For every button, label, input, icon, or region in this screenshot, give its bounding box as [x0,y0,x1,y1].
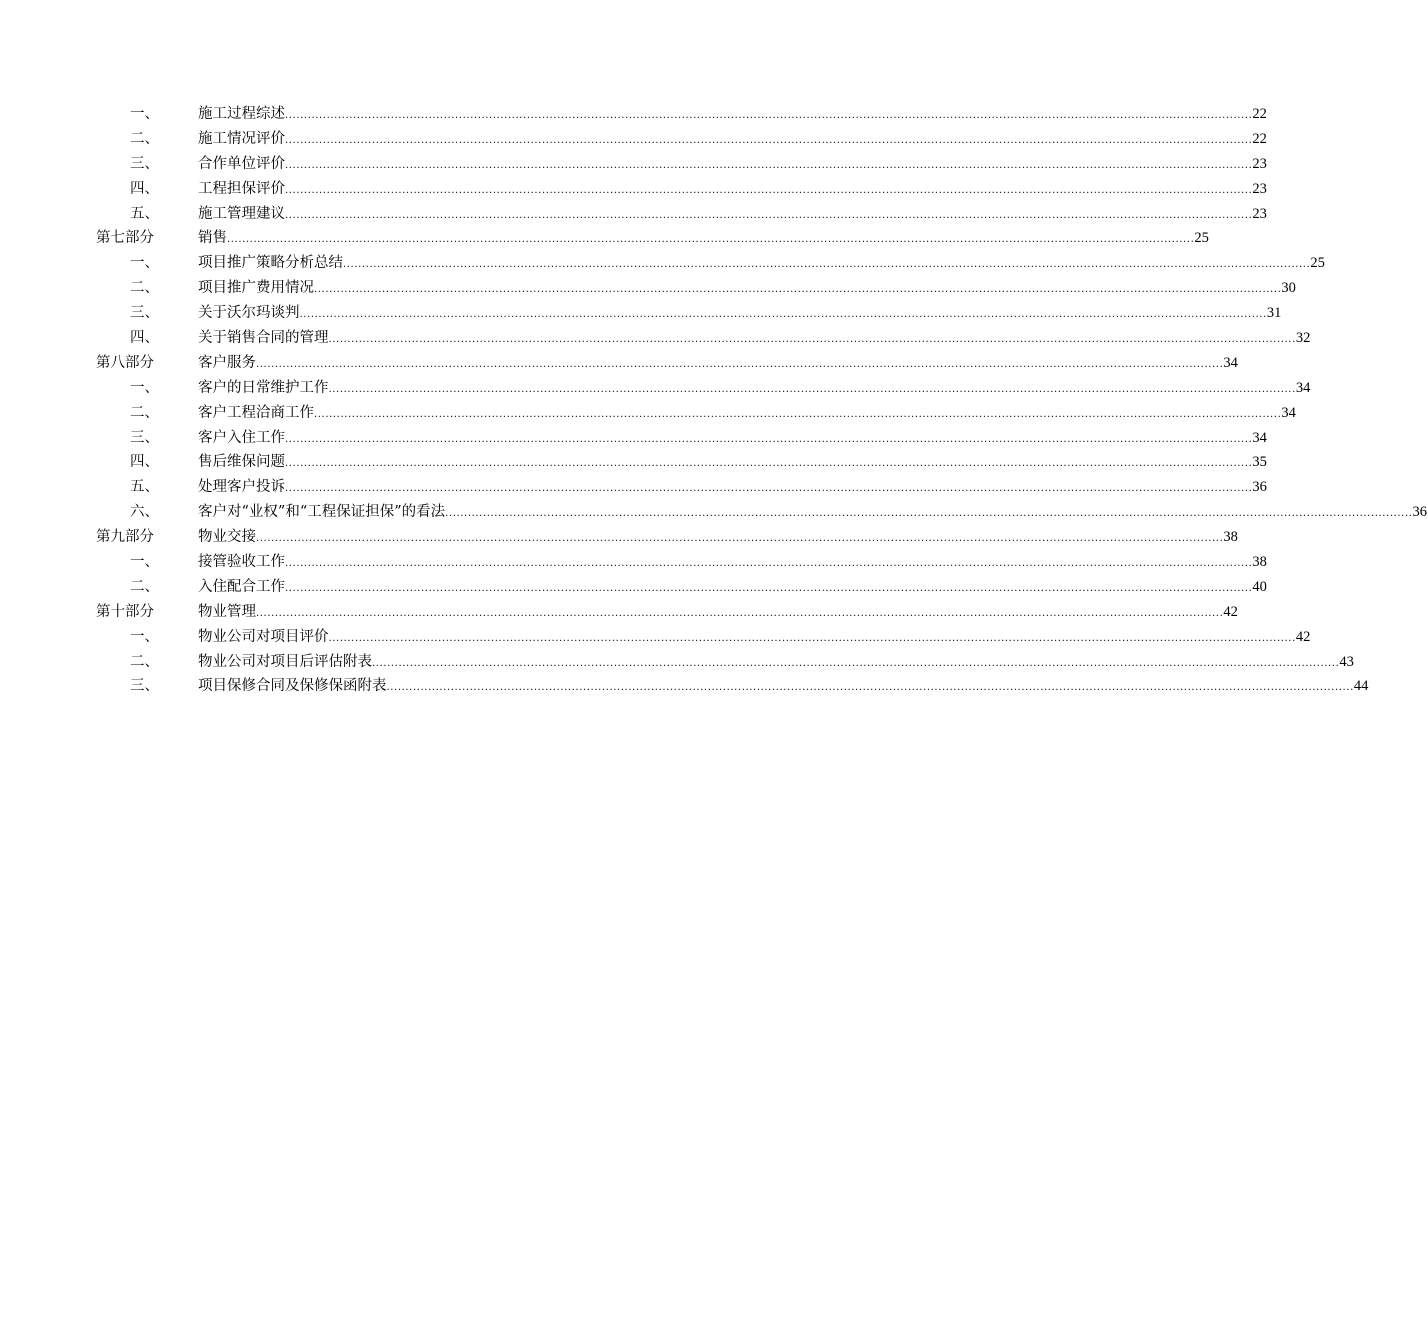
toc-dot-leader [314,285,1281,295]
toc-entry-number: 二、 [130,578,159,595]
toc-entry-page-number: 34 [1281,404,1296,421]
toc-entry-title: 售后维保问题 [198,454,285,471]
toc-subsection-entry[interactable] [96,674,1369,699]
toc-subsection-entry[interactable] [96,650,1354,675]
toc-entry-title: 关于销售合同的管理 [198,330,329,347]
toc-dot-leader [285,186,1252,196]
toc-subsection-entry[interactable] [96,251,1325,276]
toc-subsection-entry[interactable] [96,202,1267,227]
toc-entry-number: 三、 [130,678,159,695]
toc-section-entry[interactable] [96,600,1238,625]
toc-entry-title: 客户服务 [198,354,256,371]
toc-subsection-entry[interactable] [96,475,1267,500]
toc-dot-leader [256,360,1223,370]
toc-dot-leader [227,235,1194,245]
toc-subsection-entry[interactable] [96,401,1296,426]
toc-dot-leader [285,111,1252,121]
toc-entry-page-number: 40 [1252,578,1267,595]
toc-entry-page-number: 22 [1252,130,1267,147]
toc-dot-leader [445,509,1412,519]
toc-entry-title: 项目推广费用情况 [198,280,314,297]
toc-section-entry[interactable] [96,351,1238,376]
toc-entry-number: 一、 [130,255,159,272]
toc-subsection-entry[interactable] [96,276,1296,301]
toc-entry-page-number: 44 [1353,678,1369,695]
toc-entry-page-number: 36 [1252,479,1267,496]
toc-entry-title: 客户工程洽商工作 [198,404,314,421]
toc-entry-page-number: 25 [1310,255,1325,272]
toc-subsection-entry[interactable] [96,152,1267,177]
toc-entry-number: 三、 [130,305,159,322]
toc-entry-title: 施工过程综述 [198,106,285,122]
toc-entry-page-number: 35 [1252,454,1267,471]
toc-entry-title: 客户入住工作 [198,429,285,446]
toc-subsection-entry[interactable] [96,426,1267,451]
toc-entry-title: 项目推广策略分析总结 [198,255,343,272]
toc-dot-leader [285,559,1252,569]
toc-section-entry[interactable] [96,226,1209,251]
toc-entry-title: 客户对“业权”和“工程保证担保”的看法 [198,504,446,521]
toc-entry-page-number: 23 [1252,205,1267,222]
toc-entry-title: 物业管理 [198,603,256,620]
toc-dot-leader [285,459,1252,469]
toc-subsection-entry[interactable] [96,625,1311,650]
toc-subsection-entry[interactable] [96,326,1311,351]
toc-entry-number: 三、 [130,429,159,446]
toc-entry-number: 二、 [130,404,159,421]
table-of-contents [96,102,1427,699]
toc-dot-leader [314,410,1281,420]
toc-subsection-entry[interactable] [96,575,1267,600]
toc-subsection-entry[interactable] [96,127,1267,152]
toc-entry-page-number: 22 [1252,106,1267,122]
toc-dot-leader [285,435,1252,445]
toc-section-entry[interactable] [96,525,1238,550]
toc-entry-page-number: 23 [1252,155,1267,172]
toc-dot-leader [329,385,1296,395]
toc-subsection-entry[interactable] [96,102,1267,127]
toc-entry-number: 四、 [130,180,159,197]
toc-entry-title: 施工管理建议 [198,205,285,222]
toc-dot-leader [256,609,1223,619]
toc-entry-title: 处理客户投诉 [198,479,285,496]
toc-entry-number: 第九部分 [96,529,154,546]
toc-entry-number: 三、 [130,155,159,172]
toc-entry-title: 入住配合工作 [198,578,285,595]
toc-entry-page-number: 32 [1295,330,1311,347]
toc-entry-number: 四、 [130,330,159,347]
toc-entry-page-number: 34 [1252,429,1267,446]
toc-subsection-entry[interactable] [96,500,1427,525]
toc-subsection-entry[interactable] [96,376,1311,401]
toc-subsection-entry[interactable] [96,301,1282,326]
toc-entry-number: 二、 [130,280,159,297]
toc-entry-title: 工程担保评价 [198,180,285,197]
toc-entry-page-number: 34 [1223,354,1238,371]
toc-entry-page-number: 23 [1252,180,1267,197]
toc-entry-number: 四、 [130,454,159,471]
toc-entry-page-number: 30 [1281,280,1296,297]
toc-entry-page-number: 42 [1223,603,1238,620]
toc-subsection-entry[interactable] [96,177,1267,202]
toc-entry-number: 第十部分 [96,603,154,620]
toc-entry-title: 项目保修合同及保修保函附表 [198,678,387,695]
toc-entry-title: 物业交接 [198,529,256,546]
toc-entry-page-number: 38 [1252,554,1267,571]
toc-dot-leader [329,634,1296,644]
toc-entry-title: 销售 [198,230,227,247]
toc-entry-number: 第八部分 [96,354,154,371]
toc-entry-number: 第七部分 [96,230,154,247]
toc-entry-title: 施工情况评价 [198,130,285,147]
toc-entry-number: 一、 [130,106,159,122]
toc-entry-page-number: 43 [1339,653,1354,670]
toc-subsection-entry[interactable] [96,550,1267,575]
toc-entry-number: 二、 [130,653,159,670]
toc-dot-leader [285,136,1252,146]
toc-entry-title: 关于沃尔玛谈判 [198,305,300,322]
toc-entry-number: 五、 [130,479,159,496]
toc-entry-page-number: 31 [1266,305,1282,322]
toc-entry-title: 接管验收工作 [198,554,285,571]
toc-entry-page-number: 25 [1194,230,1209,247]
toc-entry-title: 合作单位评价 [198,155,285,172]
toc-dot-leader [285,584,1252,594]
toc-entry-page-number: 38 [1223,529,1238,546]
toc-entry-number: 六、 [130,504,159,521]
toc-dot-leader [285,211,1252,221]
toc-dot-leader [285,161,1252,171]
toc-entry-number: 一、 [130,628,159,645]
toc-entry-page-number: 42 [1295,628,1311,645]
toc-entry-number: 二、 [130,130,159,147]
toc-entry-title: 物业公司对项目评价 [198,628,329,645]
toc-dot-leader [372,659,1339,669]
toc-entry-number: 一、 [130,379,159,396]
toc-entry-number: 五、 [130,205,159,222]
toc-dot-leader [256,534,1223,544]
toc-dot-leader [329,335,1296,345]
toc-subsection-entry[interactable] [96,450,1267,475]
toc-entry-title: 客户的日常维护工作 [198,379,329,396]
toc-entry-number: 一、 [130,554,159,571]
toc-dot-leader [387,683,1354,693]
toc-dot-leader [343,260,1310,270]
toc-dot-leader [285,484,1252,494]
toc-entry-page-number: 34 [1295,379,1311,396]
toc-entry-title: 物业公司对项目后评估附表 [198,653,372,670]
toc-dot-leader [300,310,1267,320]
toc-entry-page-number: 36 [1412,504,1427,521]
